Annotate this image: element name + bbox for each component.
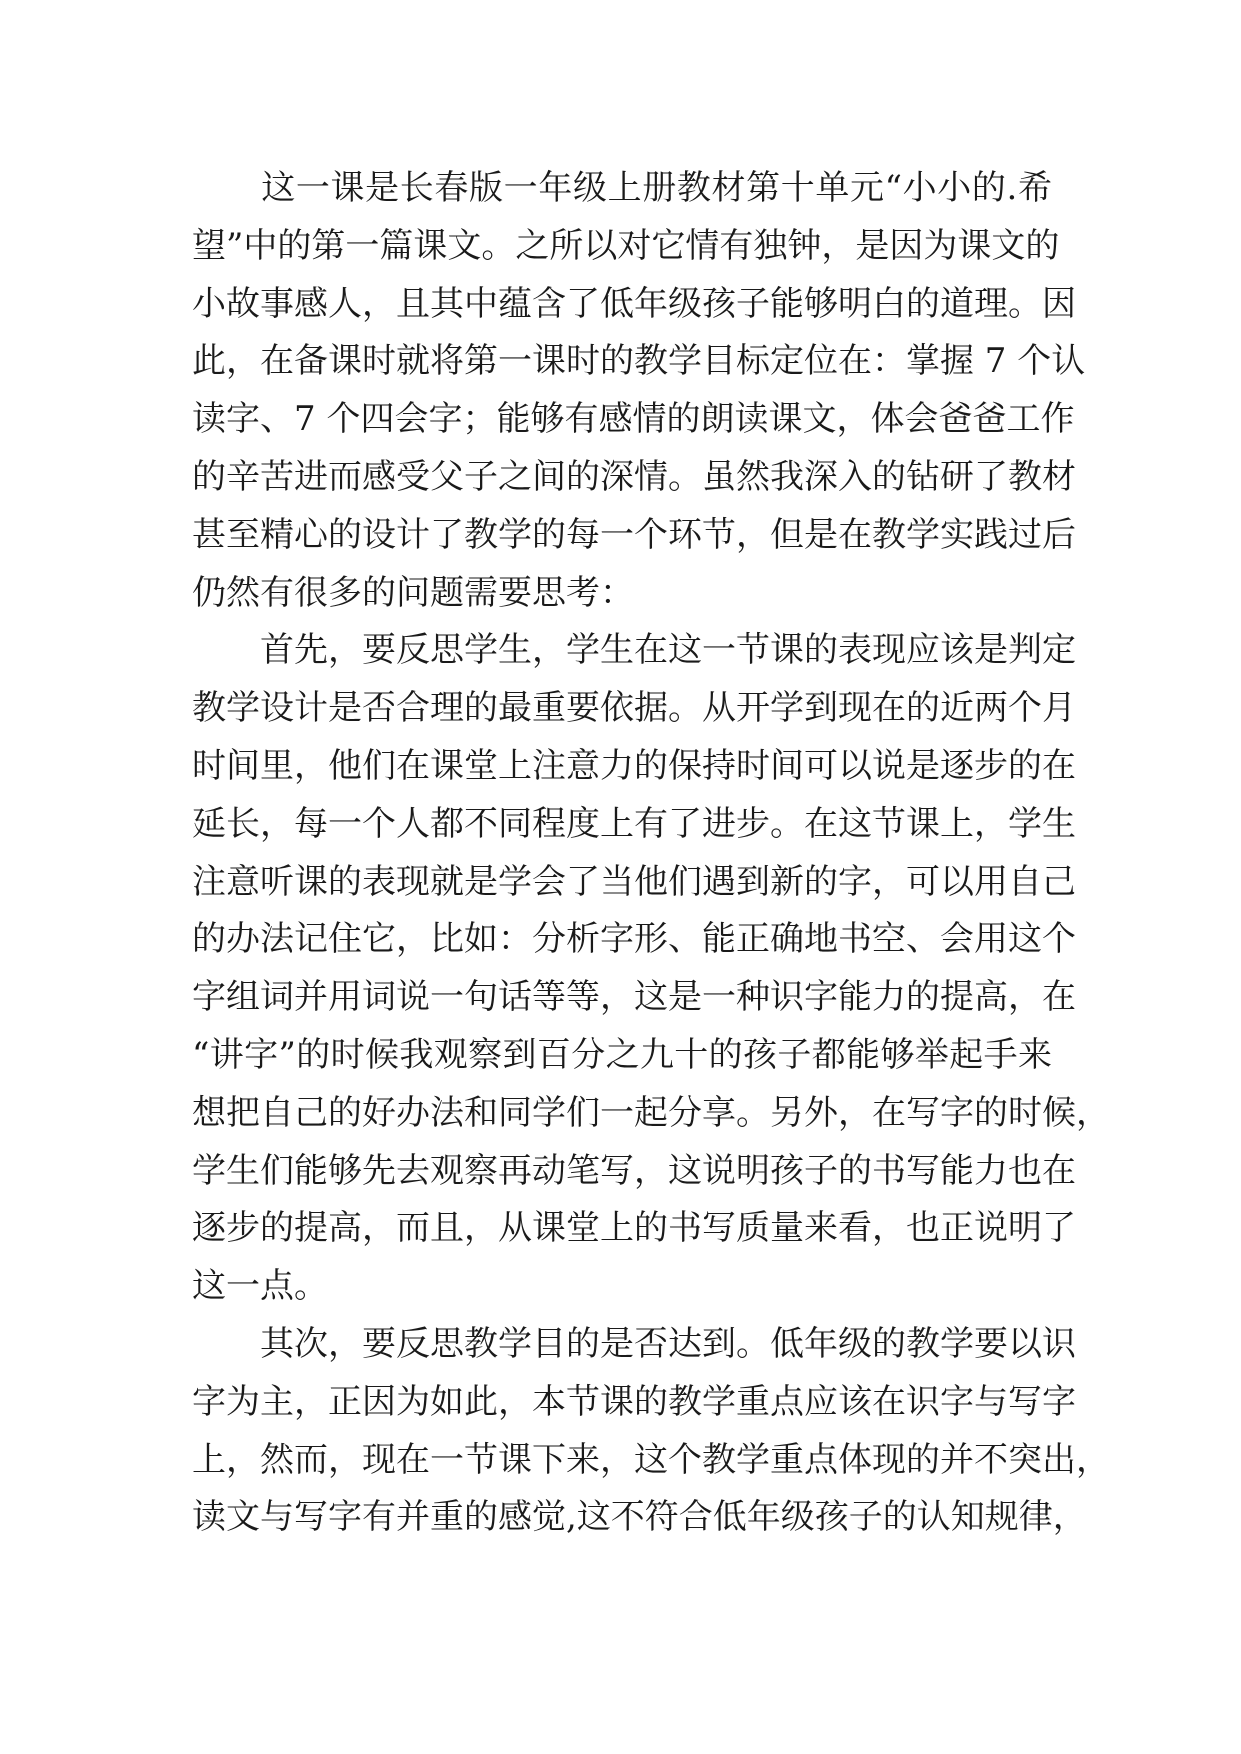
text-line: 首先，要反思学生，学生在这一节课的表现应该是判定 <box>192 630 1076 671</box>
text-line: 学生们能够先去观察再动笔写，这说明孩子的书写能力也在 <box>192 1150 1076 1191</box>
text-line: 甚至精心的设计了教学的每一个环节，但是在教学实践过后 <box>192 514 1076 555</box>
text-line: 想把自己的好办法和同学们一起分享。另外，在写字的时候， <box>192 1092 1110 1133</box>
text-line: “讲字”的时候我观察到百分之九十的孩子都能够举起手来 <box>192 1034 1052 1075</box>
text-line: 的办法记住它，比如：分析字形、能正确地书空、会用这个 <box>192 919 1076 960</box>
text-line: 注意听课的表现就是学会了当他们遇到新的字，可以用自己 <box>192 861 1076 902</box>
text-line: 读文与写字有并重的感觉,这不符合低年级孩子的认知规律， <box>192 1497 1087 1538</box>
paragraph-1 <box>192 160 1086 622</box>
paragraph-2 <box>192 622 1110 1316</box>
text-line: 延长，每一个人都不同程度上有了进步。在这节课上，学生 <box>192 803 1076 844</box>
text-line: 望”中的第一篇课文。之所以对它情有独钟，是因为课文的 <box>192 225 1060 266</box>
text-line: 仍然有很多的问题需要思考： <box>192 572 634 613</box>
text-line: 逐步的提高，而且，从课堂上的书写质量来看，也正说明了 <box>192 1208 1076 1249</box>
text-line: 教学设计是否合理的最重要依据。从开学到现在的近两个月 <box>192 688 1076 729</box>
text-line: 其次，要反思教学目的是否达到。低年级的教学要以识 <box>192 1323 1076 1364</box>
text-line: 这一课是长春版一年级上册教材第十单元“小小的.希 <box>192 168 1052 208</box>
paragraph-3 <box>192 1316 1110 1547</box>
text-line: 时间里，他们在课堂上注意力的保持时间可以说是逐步的在 <box>192 745 1076 786</box>
document-body <box>192 160 1110 1547</box>
text-line: 此，在备课时就将第一课时的教学目标定位在：掌握 7 个认 <box>192 341 1086 382</box>
text-line: 字为主，正因为如此，本节课的教学重点应该在识字与写字 <box>192 1381 1076 1422</box>
text-line: 的辛苦进而感受父子之间的深情。虽然我深入的钻研了教材 <box>192 456 1076 497</box>
text-line: 字组词并用词说一句话等等，这是一种识字能力的提高，在 <box>192 977 1076 1018</box>
text-line: 上，然而，现在一节课下来，这个教学重点体现的并不突出， <box>192 1439 1110 1480</box>
text-line: 读字、7 个四会字；能够有感情的朗读课文，体会爸爸工作 <box>192 399 1075 440</box>
text-line: 这一点。 <box>192 1266 328 1307</box>
text-line: 小故事感人，且其中蕴含了低年级孩子能够明白的道理。因 <box>192 283 1076 324</box>
